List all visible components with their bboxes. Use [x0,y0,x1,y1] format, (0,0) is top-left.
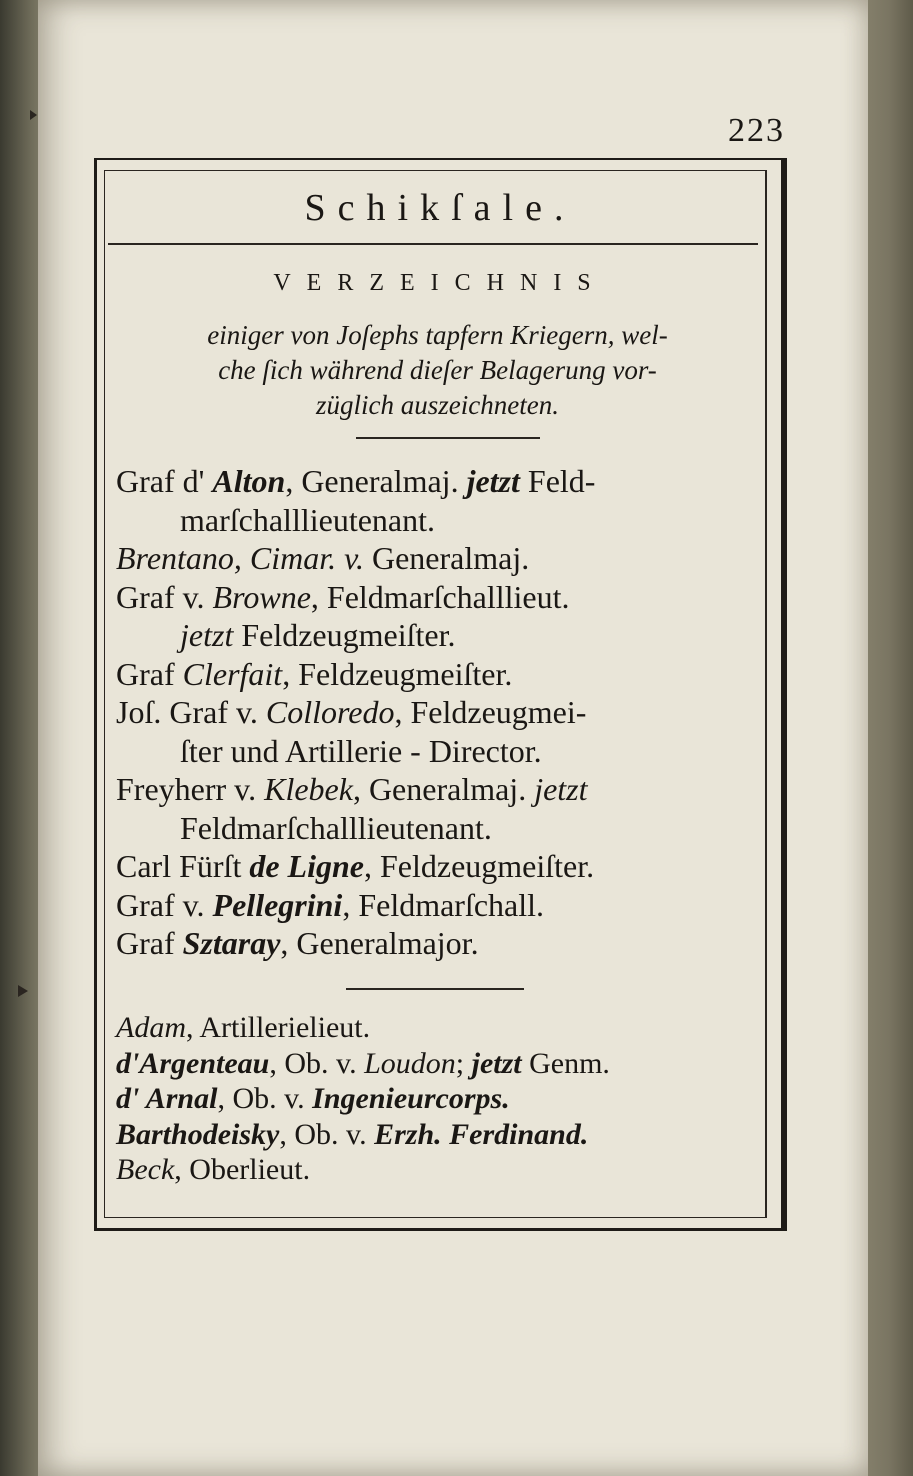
person-name: Barthodeisky [116,1117,280,1151]
list-item: d'Argenteau, Ob. v. Loudon; jetzt Genm. [116,1046,610,1080]
person-name: Adam [116,1011,186,1044]
person-name: Klebek [264,771,353,807]
person-name: d' Arnal [116,1082,218,1115]
list-item: Carl Fürſt de Ligne, Feldzeugmeiſter. [116,848,595,884]
subtitle-line: züglich auszeichneten. [316,390,559,420]
person-name: Pellegrini [212,886,343,923]
divider [346,988,524,990]
list-item: Graf v. Browne, Feldmarſchalllieut. jetzt Feldzeugmeiſter. [116,578,570,653]
margin-mark [30,110,37,120]
list-item: Joſ. Graf v. Colloredo, Feldzeugmei- ſter und Artillerie - Director. [116,694,587,769]
list-item: Graf Sztaray, Generalmajor. [116,925,479,961]
list-item: Beck, Oberlieut. [116,1153,311,1186]
subtitle-line: che ſich während dieſer Belagerung vor- [218,355,657,385]
person-name: Browne [212,578,311,615]
generals-list [116,462,766,963]
person-name: Colloredo [265,694,395,730]
person-name: Beck [116,1153,175,1186]
person-name: d'Argenteau [116,1046,270,1080]
list-item: Graf v. Pellegrini, Feldmarſchall. [116,886,545,923]
person-name: Alton [212,463,286,499]
person-name: de Ligne [249,848,364,884]
list-heading: VERZEICHNIS [273,270,607,296]
list-item: Freyherr v. Klebek, Generalmaj. jetzt Feldmarſchalllieutenant. [116,771,588,846]
person-name: Clerfait [182,655,283,692]
list-item: Adam, Artillerielieut. [116,1011,371,1044]
list-item: Graf Clerfait, Feldzeugmeiſter. [116,655,513,692]
margin-mark [18,985,28,997]
person-name: Sztaray [182,925,281,961]
officers-list [116,1010,766,1188]
list-subtitle [110,318,765,423]
divider [356,437,540,439]
section-title: Schikſale. [304,187,576,229]
page-number: 223 [728,112,785,149]
person-name: Brentano, Cimar. v. [116,540,364,576]
subtitle-line: einiger von Joſephs tapfern Kriegern, wel- [207,320,668,350]
list-item: d' Arnal, Ob. v. Ingenieurcorps. [116,1082,510,1115]
list-item: Barthodeisky, Ob. v. Erzh. Ferdinand. [116,1117,589,1151]
divider [108,243,758,245]
list-item: Graf d' Alton, Generalmaj. jetzt Feld- marſchalllieutenant. [116,463,596,538]
list-item: Brentano, Cimar. v. Generalmaj. [116,540,530,576]
